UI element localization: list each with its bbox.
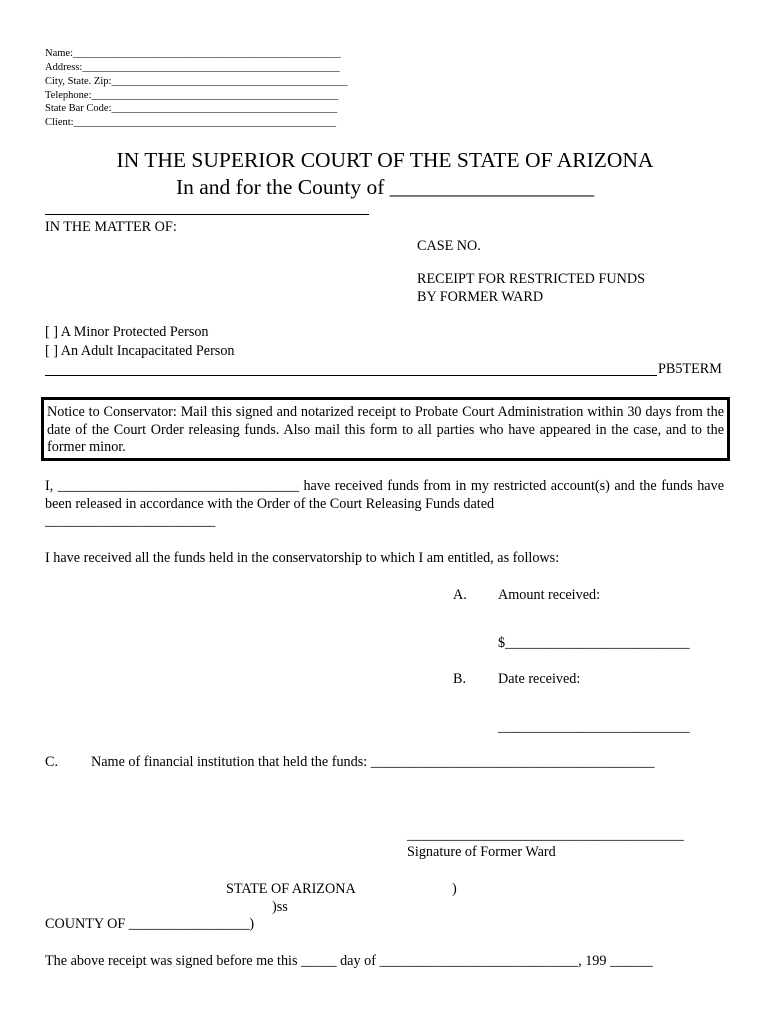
receipt-statement: [45, 478, 724, 531]
receipt-statement-text: I, __________________________________ have received funds from in my restricted account(s) and the funds have been released in accordance with the Order of the Court Releasing Funds dated: [45, 478, 724, 512]
adult-incapacitated-person-option: [ ] An Adult Incapacitated Person: [45, 343, 235, 359]
signature-line: _______________________________________: [407, 827, 684, 843]
item-b-letter: B.: [453, 671, 467, 687]
document-title-line-1: RECEIPT FOR RESTRICTED FUNDS: [417, 271, 645, 287]
venue-state: STATE OF ARIZONA: [226, 881, 356, 897]
entitlement-statement: I have received all the funds held in the conservatorship to which I am entitled, as follows:: [45, 550, 560, 566]
state-bar-code-field: State Bar Code:___________________________________________: [45, 103, 338, 114]
minor-protected-person-option: [ ] A Minor Protected Person: [45, 324, 209, 340]
financial-institution-field: Name of financial institution that held the funds: ________________________________________: [91, 754, 655, 770]
county-line: In and for the County of ___________________: [175, 175, 594, 199]
case-number-label: CASE NO.: [417, 238, 481, 254]
client-field: Client:__________________________________________________: [45, 117, 337, 128]
amount-received-label: Amount received:: [498, 587, 601, 603]
signature-label: Signature of Former Ward: [407, 844, 556, 860]
venue-paren: ): [452, 881, 457, 897]
matter-label: IN THE MATTER OF:: [45, 219, 177, 235]
date-received-label: Date received:: [498, 671, 581, 687]
venue-ss: )ss: [272, 899, 288, 915]
venue-county: COUNTY OF _________________): [45, 916, 255, 932]
item-c-letter: C.: [45, 754, 59, 770]
caption-bottom-rule: [45, 375, 657, 376]
court-title: IN THE SUPERIOR COURT OF THE STATE OF ARIZONA: [116, 148, 654, 172]
date-received-blank: ___________________________: [498, 719, 690, 735]
document-title-line-2: BY FORMER WARD: [417, 289, 544, 305]
address-field: Address:_________________________________________________: [45, 62, 340, 73]
form-code: PB5TERM: [658, 361, 722, 377]
amount-received-blank: $__________________________: [498, 635, 690, 651]
name-field: Name:___________________________________________________: [45, 48, 341, 59]
notary-signed-statement: The above receipt was signed before me this _____ day of ____________________________, 199 ______: [45, 953, 653, 969]
telephone-field: Telephone:_______________________________________________: [45, 90, 339, 101]
item-a-letter: A.: [453, 587, 467, 603]
notice-box: Notice to Conservator: Mail this signed and notarized receipt to Probate Court Administration within 30 days from the date of the Court Order releasing funds. Also mail this form to all parties who have appeared in the case, and to the former minor.: [41, 397, 730, 461]
caption-divider: [45, 214, 369, 215]
order-date-blank: ________________________: [45, 513, 216, 530]
city-state-zip-field: City, State. Zip:_____________________________________________: [45, 76, 348, 87]
